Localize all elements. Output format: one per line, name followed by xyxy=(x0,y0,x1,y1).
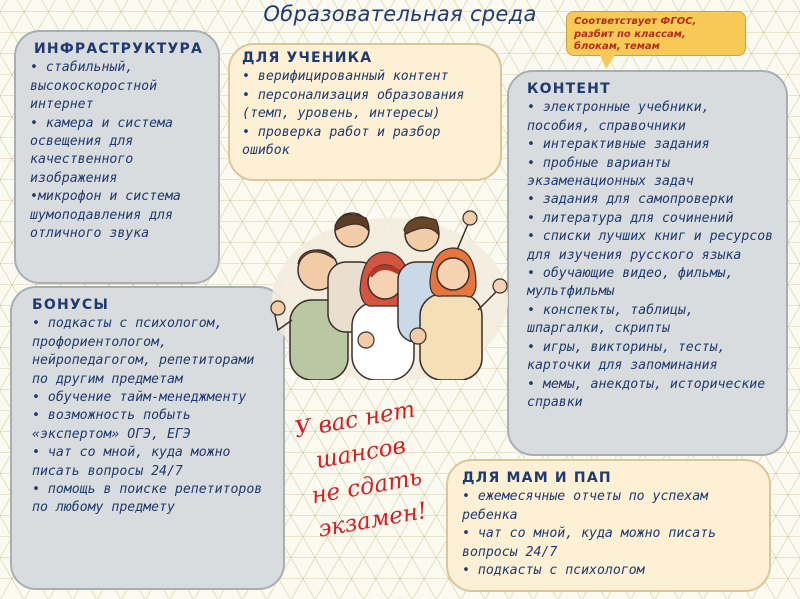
infrastructure-list xyxy=(30,59,208,243)
students-illustration xyxy=(270,190,510,380)
slogan-line: шансов xyxy=(313,432,408,475)
list-item: • стабильный, высокоскоростной интернет xyxy=(30,60,158,113)
fgos-callout xyxy=(566,11,746,56)
callout-tail xyxy=(600,55,615,69)
list-item: • задания для самопроверки xyxy=(527,192,734,208)
hand-icon xyxy=(410,328,426,344)
callout-line: разбит по классам, xyxy=(574,28,686,40)
parents-heading: ДЛЯ МАМ И ПАП xyxy=(462,470,612,486)
list-item: • ежемесячные отчеты по успехам ребенка xyxy=(462,489,709,523)
list-item: • помощь в поиске репетиторов по любому предмету xyxy=(32,482,263,516)
page-title: Образовательная среда xyxy=(263,2,537,26)
list-item: • чат со мной, куда можно писать вопросы 24/7 xyxy=(32,445,231,479)
slogan xyxy=(288,392,442,562)
bonuses-card xyxy=(10,286,285,590)
list-item: • верифицированный контент xyxy=(242,69,449,85)
list-item: • подкасты с психологом xyxy=(462,563,645,579)
list-item: • конспекты, таблицы, шпаргалки, скрипты xyxy=(527,302,694,337)
list-item: • мемы, анекдоты, исторические справки xyxy=(527,376,766,410)
infrastructure-heading: ИНФРАСТРУКТУРА xyxy=(34,41,203,57)
bonuses-heading: БОНУСЫ xyxy=(32,297,110,313)
list-item: • игры, викторины, тесты, карточки для запоминания xyxy=(527,339,726,374)
list-item: • возможность побыть «экспертом» ОГЭ, ЕГЭ xyxy=(32,408,191,442)
list-item: •микрофон и система шумоподавления для отличного звука xyxy=(30,189,181,242)
callout-line: блокам, темам xyxy=(574,41,660,52)
hand-icon xyxy=(358,332,374,348)
list-item: • проверка работ и разбор ошибок xyxy=(242,124,441,159)
parents-card xyxy=(446,459,771,592)
list-item: • персонализация образования (темп, уровень, интересы) xyxy=(242,87,465,122)
content-card xyxy=(507,70,788,456)
callout-line: Соответствует ФГОС, xyxy=(574,16,697,27)
list-item: • интерактивные задания xyxy=(527,137,710,153)
list-item: • обучение тайм-менеджменту xyxy=(32,390,247,406)
content-heading: КОНТЕНТ xyxy=(527,81,611,97)
list-item: • пробные варианты экзаменационных задач xyxy=(527,155,694,190)
list-item: • подкасты с психологом, профориентологом, нейропедагогом, репетиторами по другим предметам xyxy=(32,316,255,387)
slogan-line: экзамен! xyxy=(316,497,430,543)
infrastructure-card xyxy=(14,30,220,284)
slogan-line: не сдать xyxy=(309,464,424,510)
student-card xyxy=(228,43,502,181)
content-list xyxy=(527,99,776,412)
student-list xyxy=(242,68,490,160)
parents-list xyxy=(462,488,761,580)
list-item: • электронные учебники, пособия, справочники xyxy=(527,100,710,134)
list-item: • обучающие видео, фильмы, мультфильмы xyxy=(527,266,734,300)
list-item: • списки лучших книг и ресурсов для изучения русского языка xyxy=(527,229,774,263)
student-heading: ДЛЯ УЧЕНИКА xyxy=(242,50,373,66)
bonuses-list xyxy=(32,315,275,517)
slogan-line: У вас нет xyxy=(292,396,418,444)
list-item: • литература для сочинений xyxy=(527,210,734,226)
list-item: • камера и система освещения для качественного изображения xyxy=(30,115,173,186)
list-item: • чат со мной, куда можно писать вопросы 24/7 xyxy=(462,526,717,560)
